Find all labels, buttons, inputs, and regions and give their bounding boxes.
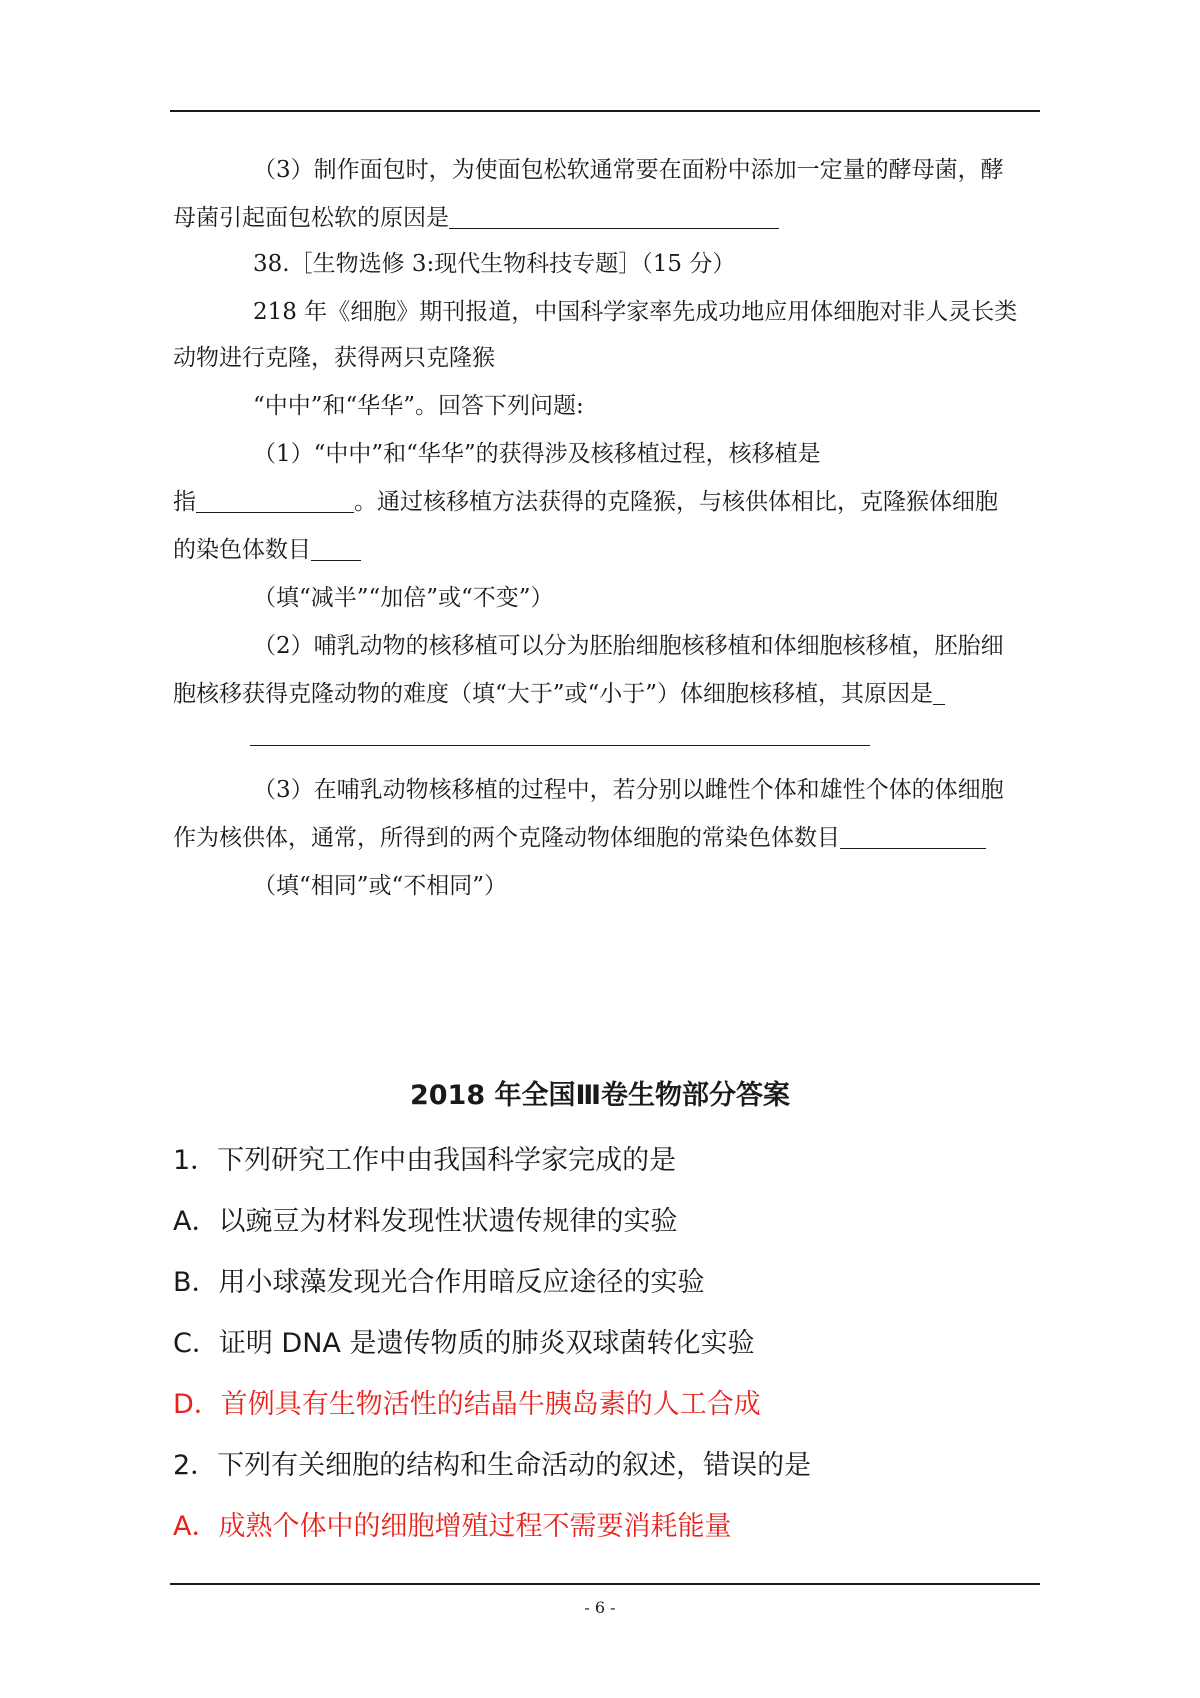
answer-q1-option-d-correct: D．首例具有生物活性的结晶牛胰岛素的人工合成 [173,1389,761,1420]
answer-q1-option-c: C．证明 DNA 是遗传物质的肺炎双球菌转化实验 [173,1328,755,1359]
footer-rule [170,1583,1040,1585]
answer-blank[interactable] [840,822,986,849]
answers-title: 2018 年全国Ⅲ卷生物部分答案 [409,1080,791,1111]
answer-q2: 2．下列有关细胞的结构和生命活动的叙述，错误的是 [173,1450,812,1481]
answer-q1-option-b: B．用小球藻发现光合作用暗反应途径的实验 [173,1267,705,1298]
answer-blank-line[interactable] [250,745,870,746]
q38-2-line1: （2）哺乳动物的核移植可以分为胚胎细胞核移植和体细胞核移植，胚胎细 [253,633,1004,659]
page-number: - 6 - [584,1598,616,1617]
q38-3-hint: （填“相同”或“不相同”） [253,873,508,899]
answer-blank[interactable] [311,534,361,561]
q38-3-text: 作为核供体，通常，所得到的两个克隆动物体细胞的常染色体数目 [173,825,840,851]
q38-2-line2 [173,678,945,710]
q38-heading: 38.［生物选修 3:现代生物科技专题］（15 分） [253,251,736,277]
q38-1-line3 [173,534,361,566]
q38-1-text-a: 指 [173,489,196,515]
q37-3-text: 母菌引起面包松软的原因是 [173,205,449,231]
q38-1-hint: （填“减半”“加倍”或“不变”） [253,585,554,611]
q37-3-line2 [173,202,779,234]
q38-intro-line3: “中中”和“华华”。回答下列问题: [253,393,584,419]
q38-1-text-b: 。通过核移植方法获得的克隆猴，与核供体相比，克隆猴体细胞 [354,489,998,515]
header-rule [170,110,1040,112]
answer-q2-option-a-correct: A．成熟个体中的细胞增殖过程不需要消耗能量 [173,1511,732,1542]
q38-2-text: 胞核移获得克隆动物的难度（填“大于”或“小于”）体细胞核移植，其原因是 [173,681,934,707]
answer-blank[interactable] [196,486,354,513]
answer-blank[interactable] [449,202,779,229]
q38-1-line2 [173,486,998,518]
answer-q1: 1．下列研究工作中由我国科学家完成的是 [173,1145,677,1176]
q38-intro-line2: 动物进行克隆，获得两只克隆猴 [173,345,495,371]
q38-1-text-c: 的染色体数目 [173,537,311,563]
answer-blank[interactable] [933,678,945,705]
q38-3-line1: （3）在哺乳动物核移植的过程中，若分别以雌性个体和雄性个体的体细胞 [253,777,1004,803]
q38-intro-line1: 218 年《细胞》期刊报道，中国科学家率先成功地应用体细胞对非人灵长类 [253,299,1018,325]
q38-3-line2 [173,822,986,854]
q37-3-line1: （3）制作面包时，为使面包松软通常要在面粉中添加一定量的酵母菌，酵 [253,157,1004,183]
answer-q1-option-a: A．以豌豆为材料发现性状遗传规律的实验 [173,1206,678,1237]
q38-1-line1: （1）“中中”和“华华”的获得涉及核移植过程，核移植是 [253,441,821,467]
